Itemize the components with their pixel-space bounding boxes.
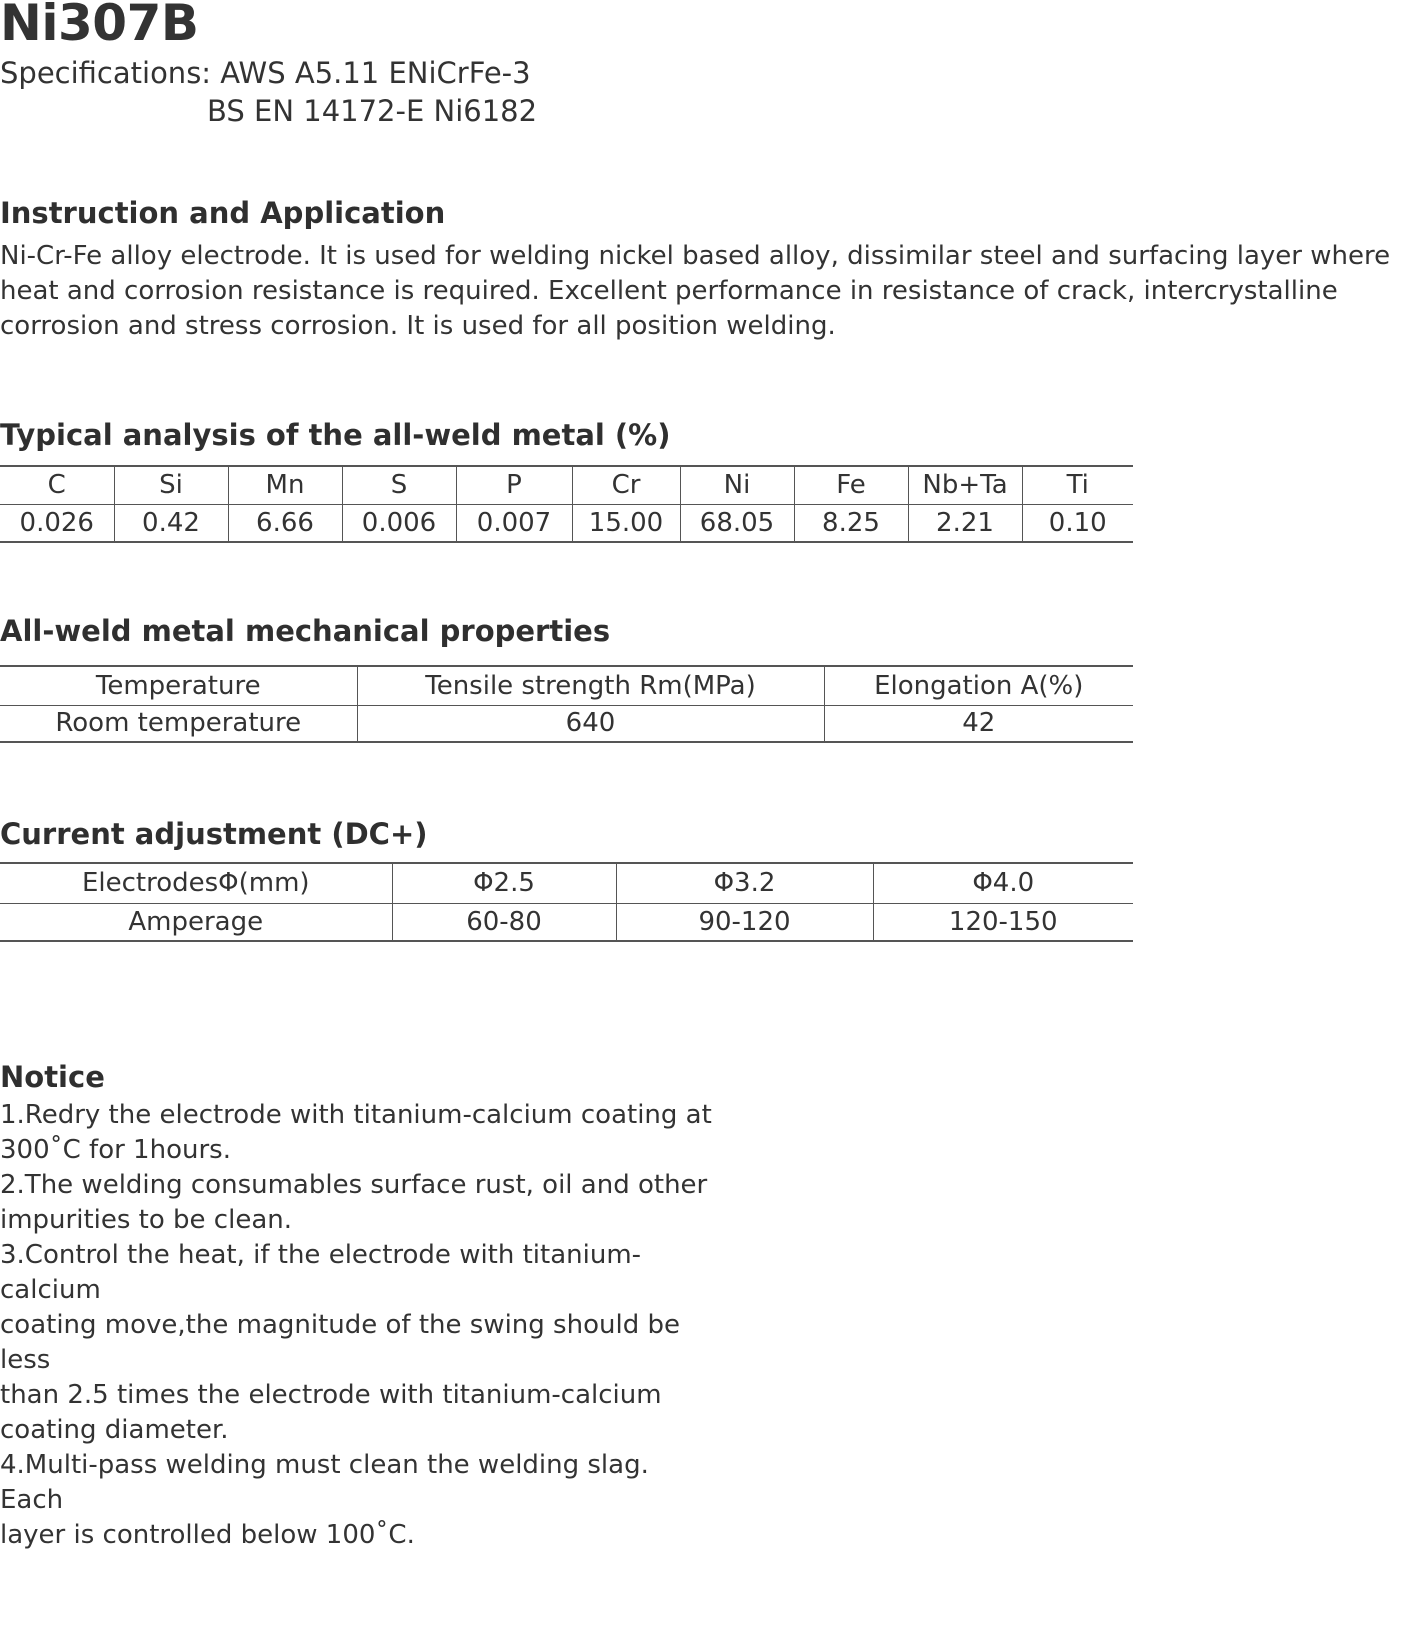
analysis-value-cell: 8.25 [794,504,908,542]
current-header-cell: Φ2.5 [392,863,616,903]
notice-heading: Notice [0,1060,105,1094]
notice-line: than 2.5 times the electrode with titanium-calcium [0,1380,662,1410]
notice-line: impurities to be clean. [0,1205,292,1235]
mechanical-value-cell: 42 [824,705,1133,742]
current-value-row [0,903,1133,941]
mechanical-header-cell: Tensile strength Rm(MPa) [357,666,824,705]
current-header-cell: ElectrodesΦ(mm) [0,863,392,903]
notice-line: layer is controlled below 100˚C. [0,1520,415,1550]
analysis-header-cell: Cr [572,466,680,504]
analysis-header-cell: Mn [228,466,342,504]
current-header-cell: Φ4.0 [873,863,1133,903]
analysis-header-cell: Ni [680,466,794,504]
mechanical-header-row [0,666,1133,705]
analysis-header-cell: Nb+Ta [908,466,1022,504]
spec-label: Specifications: [0,56,212,90]
analysis-heading: Typical analysis of the all-weld metal (%) [0,418,671,452]
analysis-value-cell: 68.05 [680,504,794,542]
mechanical-value-row [0,705,1133,742]
current-value-cell: 60-80 [392,903,616,941]
notice-line: 300˚C for 1hours. [0,1135,231,1165]
current-header-cell: Φ3.2 [616,863,873,903]
current-value-cell: 90-120 [616,903,873,941]
product-title: Ni307B [0,0,199,52]
analysis-header-cell: P [456,466,572,504]
instruction-heading: Instruction and Application [0,196,446,230]
analysis-value-cell: 0.026 [0,504,114,542]
analysis-value-cell: 0.007 [456,504,572,542]
current-heading: Current adjustment (DC+) [0,817,428,851]
current-value-cell: Amperage [0,903,392,941]
current-table [0,862,1133,942]
analysis-header-cell: Si [114,466,228,504]
notice-line: 1.Redry the electrode with titanium-calcium coating at [0,1100,712,1130]
mechanical-header-cell: Elongation A(%) [824,666,1133,705]
analysis-value-cell: 6.66 [228,504,342,542]
analysis-value-cell: 2.21 [908,504,1022,542]
spec-value-aws: AWS A5.11 ENiCrFe-3 [220,56,531,90]
notice-line: 4.Multi-pass welding must clean the welding slag. Each [0,1450,649,1515]
analysis-header-row [0,466,1133,504]
notice-line: 3.Control the heat, if the electrode with titanium-calcium [0,1240,642,1305]
specifications [0,56,531,90]
analysis-value-cell: 0.10 [1022,504,1133,542]
notice-line: 2.The welding consumables surface rust, oil and other [0,1170,708,1200]
analysis-header-cell: S [342,466,456,504]
spec-value-bs-en: BS EN 14172-E Ni6182 [207,94,538,128]
current-header-row [0,863,1133,903]
analysis-value-cell: 15.00 [572,504,680,542]
mechanical-header-cell: Temperature [0,666,357,705]
analysis-value-cell: 0.006 [342,504,456,542]
analysis-header-cell: C [0,466,114,504]
analysis-value-row [0,504,1133,542]
analysis-header-cell: Fe [794,466,908,504]
notice-line: coating diameter. [0,1415,229,1445]
current-value-cell: 120-150 [873,903,1133,941]
mechanical-table [0,665,1133,743]
mechanical-value-cell: Room temperature [0,705,357,742]
analysis-table [0,465,1133,543]
notice-list [0,1098,720,1553]
notice-line: coating move,the magnitude of the swing should be less [0,1310,680,1375]
instruction-text: Ni-Cr-Fe alloy electrode. It is used for welding nickel based alloy, dissimilar steel and surfacing layer where heat and corrosion resistance is required. Excellent performance in resistance of crack, intercrystalline corrosion and stress corrosion. It is used for all position welding. [0,241,1391,341]
analysis-value-cell: 0.42 [114,504,228,542]
mechanical-value-cell: 640 [357,705,824,742]
mechanical-heading: All-weld metal mechanical properties [0,614,611,648]
analysis-header-cell: Ti [1022,466,1133,504]
